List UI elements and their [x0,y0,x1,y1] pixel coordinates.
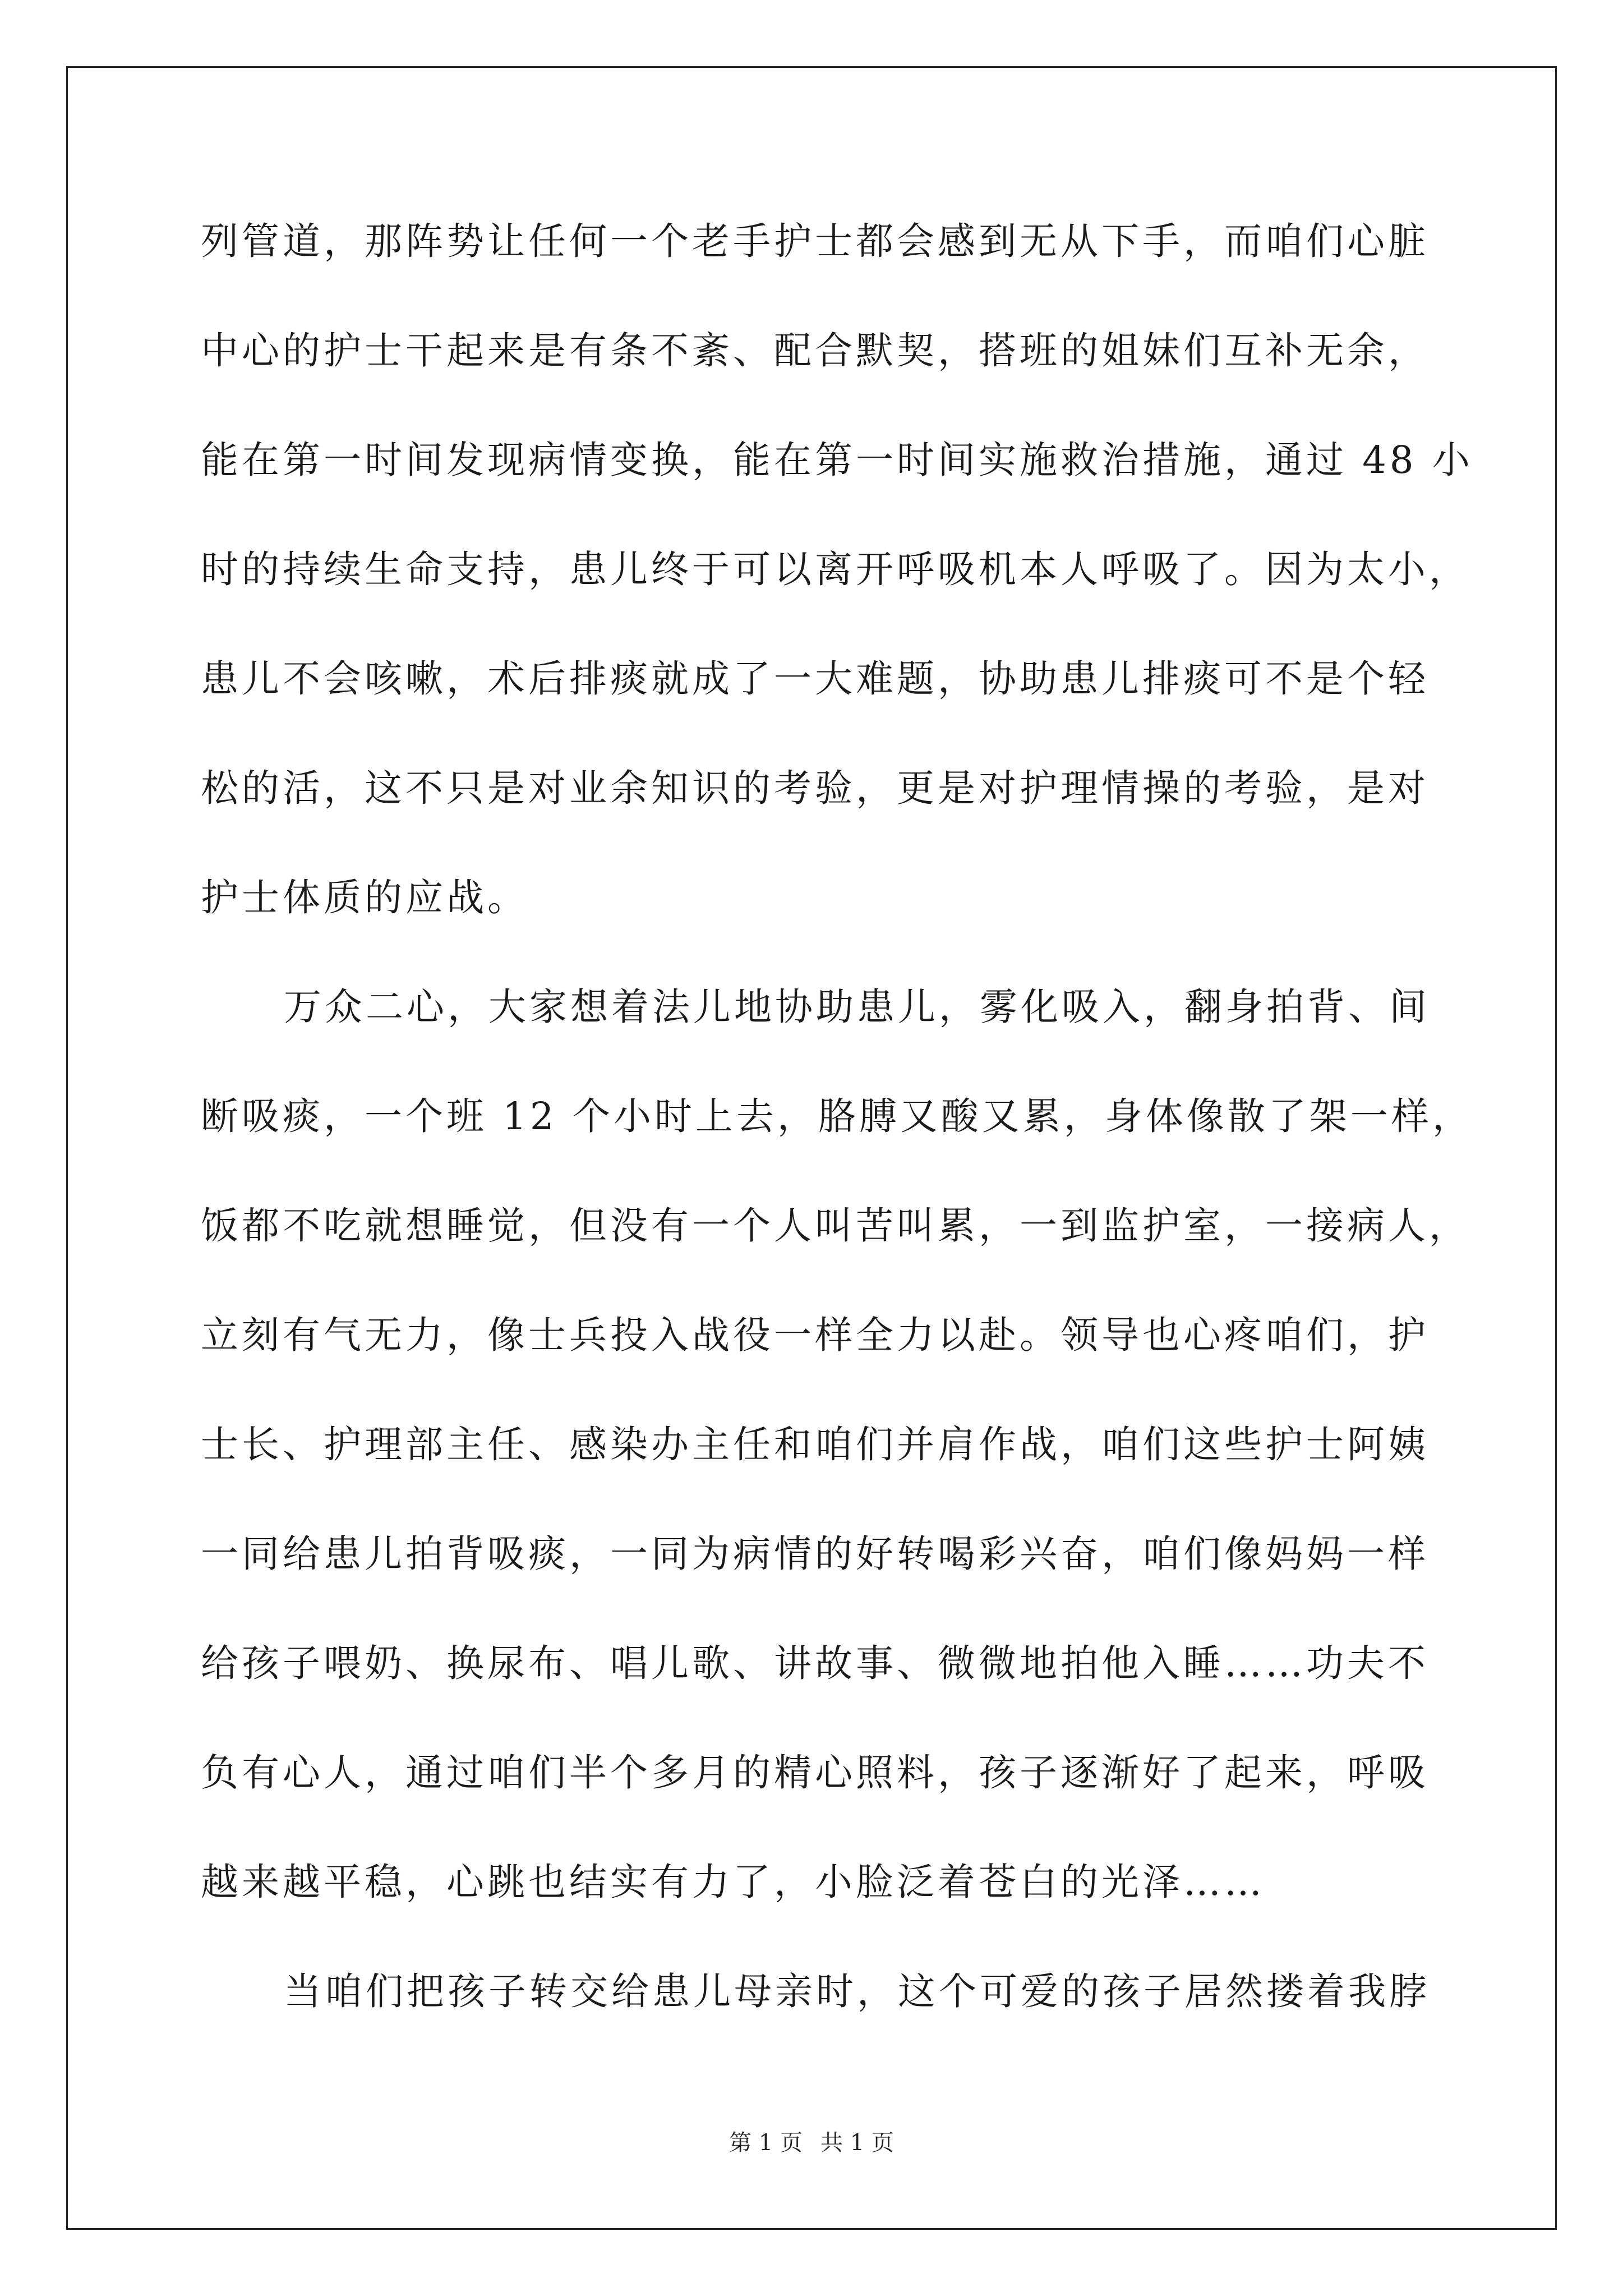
paragraph-start-line: 当咱们把孩子转交给患儿母亲时，这个可爱的孩子居然搂着我脖 [284,1970,1430,2013]
page-footer [0,2129,1623,2157]
text-line: 中心的护士干起来是有条不紊、配合默契，搭班的姐妹们互补无余， [201,329,1429,372]
text-line: 越来越平稳，心跳也结实有力了，小脸泛着苍白的光泽…… [201,1860,1265,1904]
text-line: 时的持续生命支持，患儿终于可以离开呼吸机本人呼吸了。因为太小， [201,547,1470,591]
text-line: 一同给患儿拍背吸痰，一同为病情的好转喝彩兴奋，咱们像妈妈一样 [201,1532,1429,1576]
text-line: 患儿不会咳嗽，术后排痰就成了一大难题，协助患儿排痰可不是个轻 [201,657,1429,701]
text-line: 护士体质的应战。 [201,876,528,919]
text-line: 士长、护理部主任、感染办主任和咱们并肩作战，咱们这些护士阿姨 [201,1423,1429,1466]
text-line: 断吸痰，一个班 12 个小时上去，胳膊又酸又累，身体像散了架一样， [201,1094,1473,1138]
text-line: 列管道，那阵势让任何一个老手护士都会感到无从下手，而咱们心脏 [201,219,1429,263]
paragraph-start-line: 万众二心，大家想着法儿地协助患儿，雾化吸入，翻身拍背、间 [284,985,1430,1029]
text-line: 立刻有气无力，像士兵投入战役一样全力以赴。领导也心疼咱们，护 [201,1313,1429,1357]
text-line: 能在第一时间发现病情变换，能在第一时间实施救治措施，通过 48 小 [201,438,1473,482]
document-body [201,208,1473,2067]
page-number: 第 1 页 [729,2130,803,2156]
text-line: 松的活，这不只是对业余知识的考验，更是对护理情操的考验，是对 [201,766,1429,810]
text-line: 饭都不吃就想睡觉，但没有一个人叫苦叫累，一到监护室，一接病人， [201,1204,1470,1248]
text-line: 给孩子喂奶、换尿布、唱儿歌、讲故事、微微地拍他入睡……功夫不 [201,1641,1429,1685]
text-line: 负有心人，通过咱们半个多月的精心照料，孩子逐渐好了起来，呼吸 [201,1751,1429,1795]
page-total: 共 1 页 [820,2130,894,2156]
